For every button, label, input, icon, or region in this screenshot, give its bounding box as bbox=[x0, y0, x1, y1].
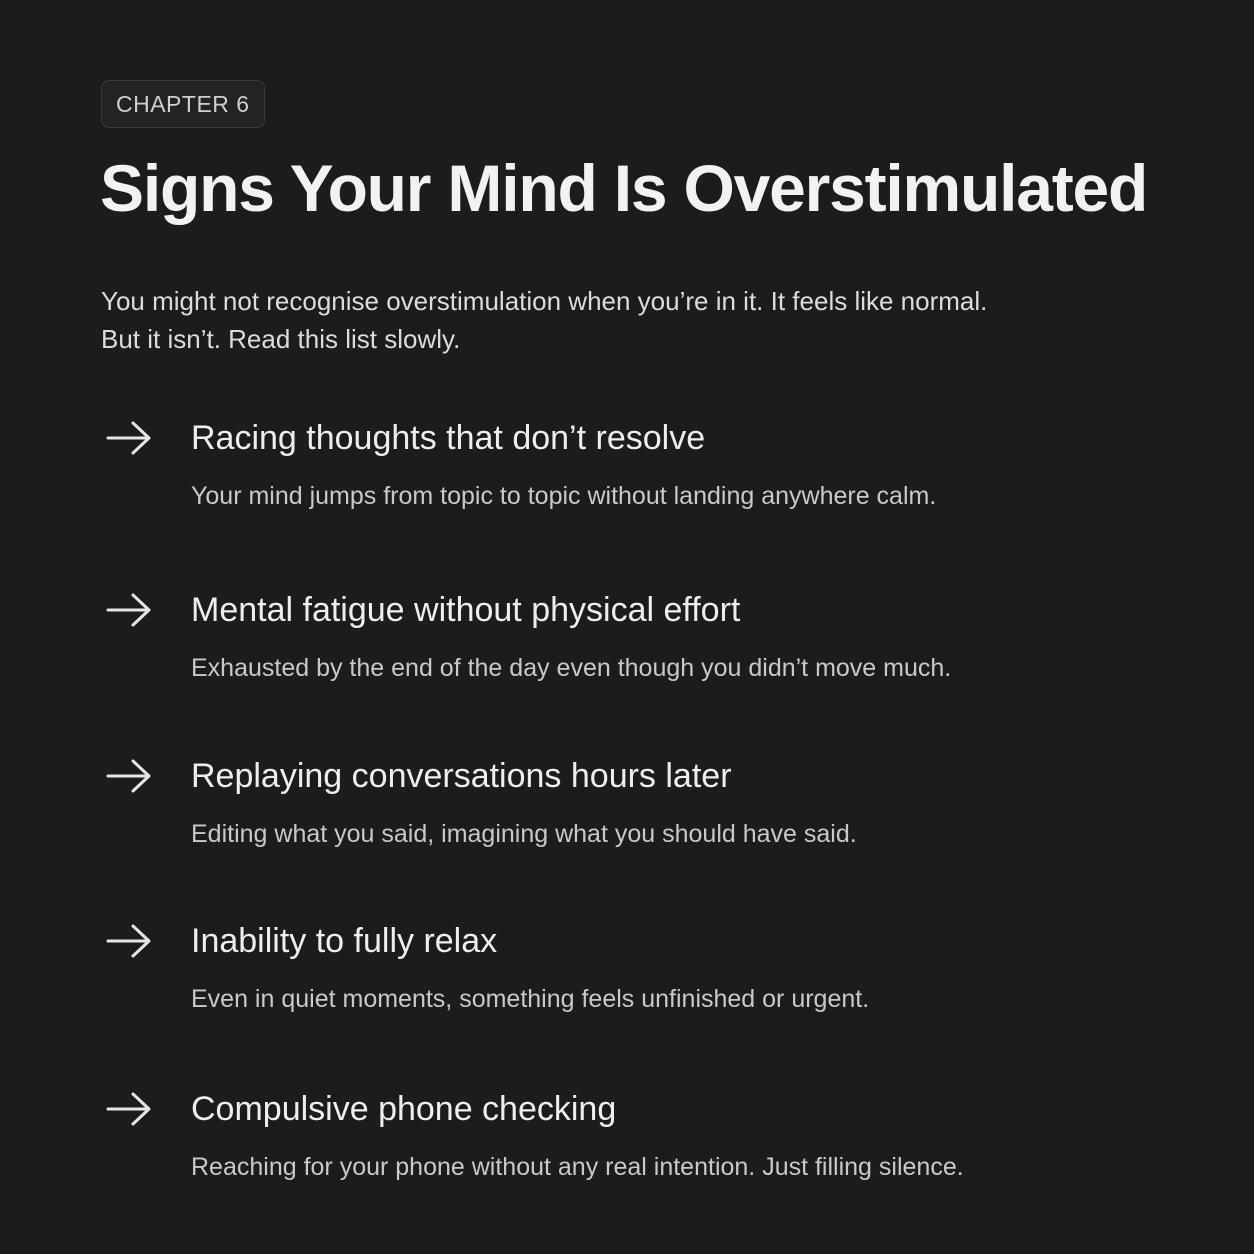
sign-heading: Inability to fully relax bbox=[191, 922, 498, 960]
intro-paragraph bbox=[101, 282, 1151, 358]
sign-description: Even in quiet moments, something feels unfinished or urgent. bbox=[191, 985, 870, 1013]
sign-description: Your mind jumps from topic to topic without landing anywhere calm. bbox=[191, 482, 937, 510]
sign-description: Editing what you said, imagining what you should have said. bbox=[191, 820, 857, 848]
sign-heading: Replaying conversations hours later bbox=[191, 757, 732, 795]
sign-description: Reaching for your phone without any real intention. Just filling silence. bbox=[191, 1153, 964, 1181]
arrow-right-icon bbox=[105, 921, 153, 961]
chapter-label: CHAPTER 6 bbox=[116, 90, 250, 117]
chapter-badge bbox=[101, 80, 265, 128]
sign-heading: Mental fatigue without physical effort bbox=[191, 591, 741, 629]
sign-heading: Compulsive phone checking bbox=[191, 1090, 617, 1128]
sign-heading: Racing thoughts that don’t resolve bbox=[191, 419, 706, 457]
arrow-right-icon bbox=[105, 1089, 153, 1129]
arrow-right-icon bbox=[105, 756, 153, 796]
sign-description: Exhausted by the end of the day even though you didn’t move much. bbox=[191, 654, 952, 682]
page-title: Signs Your Mind Is Overstimulated bbox=[100, 151, 1148, 225]
arrow-right-icon bbox=[105, 418, 153, 458]
arrow-right-icon bbox=[105, 590, 153, 630]
intro-line-1: You might not recognise overstimulation when you’re in it. It feels like normal. bbox=[101, 286, 988, 316]
intro-line-2: But it isn’t. Read this list slowly. bbox=[101, 324, 461, 354]
